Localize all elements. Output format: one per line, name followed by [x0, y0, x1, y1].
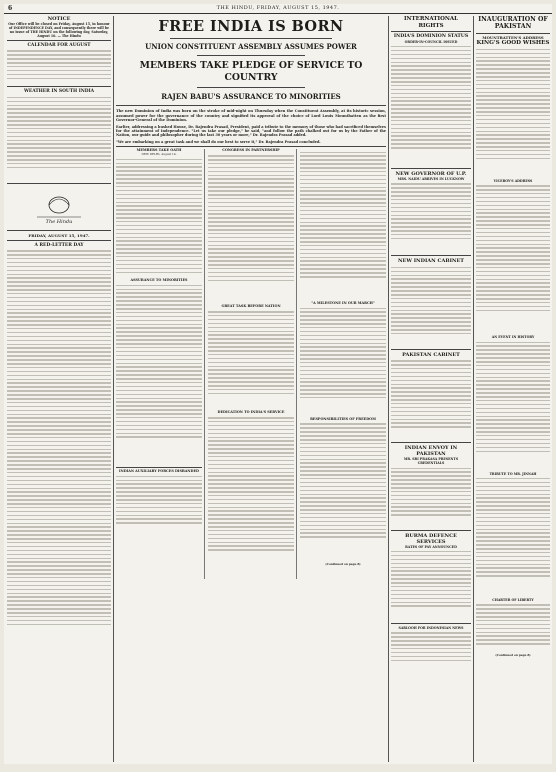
- naidu-title: MRS. NAIDU ARRIVES IN LUCKNOW: [397, 176, 465, 181]
- editorial-title: A RED-LETTER DAY: [34, 242, 84, 248]
- notice-title: NOTICE: [47, 16, 71, 22]
- center-block: [116, 16, 386, 762]
- charter-title: CHARTER OF LIBERTY: [492, 597, 534, 602]
- notice-text: Our Office will be closed on Friday, August 15, in honour of INDEPENDENCE DAY, and consequently there will be no issue of THE HINDU on the following day, Saturday, August 16. — The Hindu: [8, 22, 110, 38]
- story-subhead-task: GREAT TASK BEFORE NATION: [221, 304, 281, 309]
- burma-title: BURMA DEFENCE SERVICES: [405, 532, 457, 545]
- tribute-title: TRIBUTE TO MR. JINNAH: [489, 471, 537, 476]
- calendar-title: CALENDAR FOR AUGUST: [27, 43, 91, 48]
- story-subhead-milestone: "A MILESTONE IN OUR MARCH": [311, 300, 375, 305]
- kings-wishes-title: KING'S GOOD WISHES: [476, 39, 550, 46]
- quote-paragraph: "We are embarking on a great task and we shall do our best to serve it," Dr. Rajendra Prasad concluded.: [116, 139, 321, 144]
- mountbatten-title: MOUNTBATTEN'S ADDRESS: [482, 34, 544, 40]
- envoy-title: INDIAN ENVOY IN PAKISTAN: [404, 445, 458, 458]
- ad-title: INDIAN AUXILIARY FORCES DISBANDED: [119, 468, 199, 473]
- rangoon-title: SARLOOH FOR INDONESIAN NEWS: [398, 625, 464, 630]
- cabinet-title: NEW INDIAN CABINET: [397, 258, 465, 265]
- story-columns: [116, 149, 386, 579]
- dateline: FRIDAY, AUGUST 15, 1947.: [28, 232, 90, 238]
- story-subhead-minorities: ASSURANCE TO MINORITIES: [130, 277, 188, 282]
- sub-headline-3: RAJEN BABU'S ASSURANCE TO MINORITIES: [161, 92, 341, 101]
- story-subhead-dedication: DEDICATION TO INDIA'S SERVICE: [217, 410, 285, 415]
- pakistan-cabinet-title: PAKISTAN CABINET: [402, 351, 460, 358]
- main-headline: FREE INDIA IS BORN: [158, 18, 344, 35]
- left-column: [7, 16, 111, 762]
- right-column-2: [476, 16, 550, 762]
- story-column-3: [300, 149, 386, 567]
- logo-text: The Hindu: [45, 218, 73, 225]
- story-column-1: [116, 149, 202, 536]
- story-subhead-oath: MEMBERS TAKE OATH: [136, 148, 182, 153]
- masthead-line: THE HINDU, FRIDAY, AUGUST 15, 1947.: [216, 5, 340, 11]
- intl-title: INTERNATIONAL RIGHTS: [403, 16, 459, 29]
- governor-title: NEW GOVERNOR OF U.P.: [395, 170, 467, 177]
- page-number: 6: [8, 5, 13, 12]
- calendar-table: [7, 50, 111, 84]
- newspaper-page: [4, 4, 552, 764]
- story-subhead-congress: CONGRESS IN PARTNERSHIP: [222, 148, 280, 153]
- sub-headline-2: MEMBERS TAKE PLEDGE OF SERVICE TO COUNTRY: [139, 60, 363, 83]
- second-paragraph: Earlier, addressing a hushed House, Dr. Rajendra Prasad, President, paid a tribute to the memory of those who had sacrificed themselves for the attainment of Independence. "Let us take our pledge," he said, "and follow the path chalked out for us by the Father of the Nation, our guide and philosopher during the last 30 years or more," Dr. Rajendra Prasad added.: [116, 124, 386, 138]
- status-title: INDIA'S DOMINION STATUS: [393, 34, 469, 39]
- event-title: AN EVENT IN HISTORY: [491, 335, 535, 340]
- right-column-1: [391, 16, 471, 762]
- sub-headline-1: UNION CONSTITUENT ASSEMBLY ASSUMES POWER: [145, 42, 357, 51]
- continued-note: (Continued on page 8): [325, 562, 361, 567]
- inauguration-title: INAUGURATION OF PAKISTAN: [478, 16, 548, 31]
- editorial-body: [7, 250, 111, 690]
- story-byline: NEW DELHI, August 14.: [141, 151, 177, 156]
- envoy-subtitle: MR. SRI PRAKASA PRESENTS CREDENTIALS: [403, 457, 459, 466]
- story-subhead-freedom: RESPONSIBILITIES OF FREEDOM: [310, 416, 376, 421]
- story-column-2: [208, 149, 294, 577]
- burma-subtitle: RATES OF PAY ANNOUNCED: [405, 544, 457, 549]
- weather-report: [7, 97, 111, 181]
- weather-title: WEATHER IN SOUTH INDIA: [23, 89, 95, 95]
- viceroy-title: VICEROY'S ADDRESS: [493, 178, 533, 183]
- lead-paragraph: The new Dominion of India was born on the stroke of mid-night on Thursday when the Constituent Assembly, at its historic session, assumed power for the governance of the country and signified its approval of the choice of Lord Louis Mountbatten as the first Governor-General of the Dominion.: [116, 109, 386, 122]
- order-title: ORDER-IN-COUNCIL ISSUED: [404, 39, 458, 44]
- newspaper-logo: [7, 186, 111, 228]
- page-header: [4, 4, 552, 14]
- continued-note-right: (Continued on page 8): [495, 653, 531, 658]
